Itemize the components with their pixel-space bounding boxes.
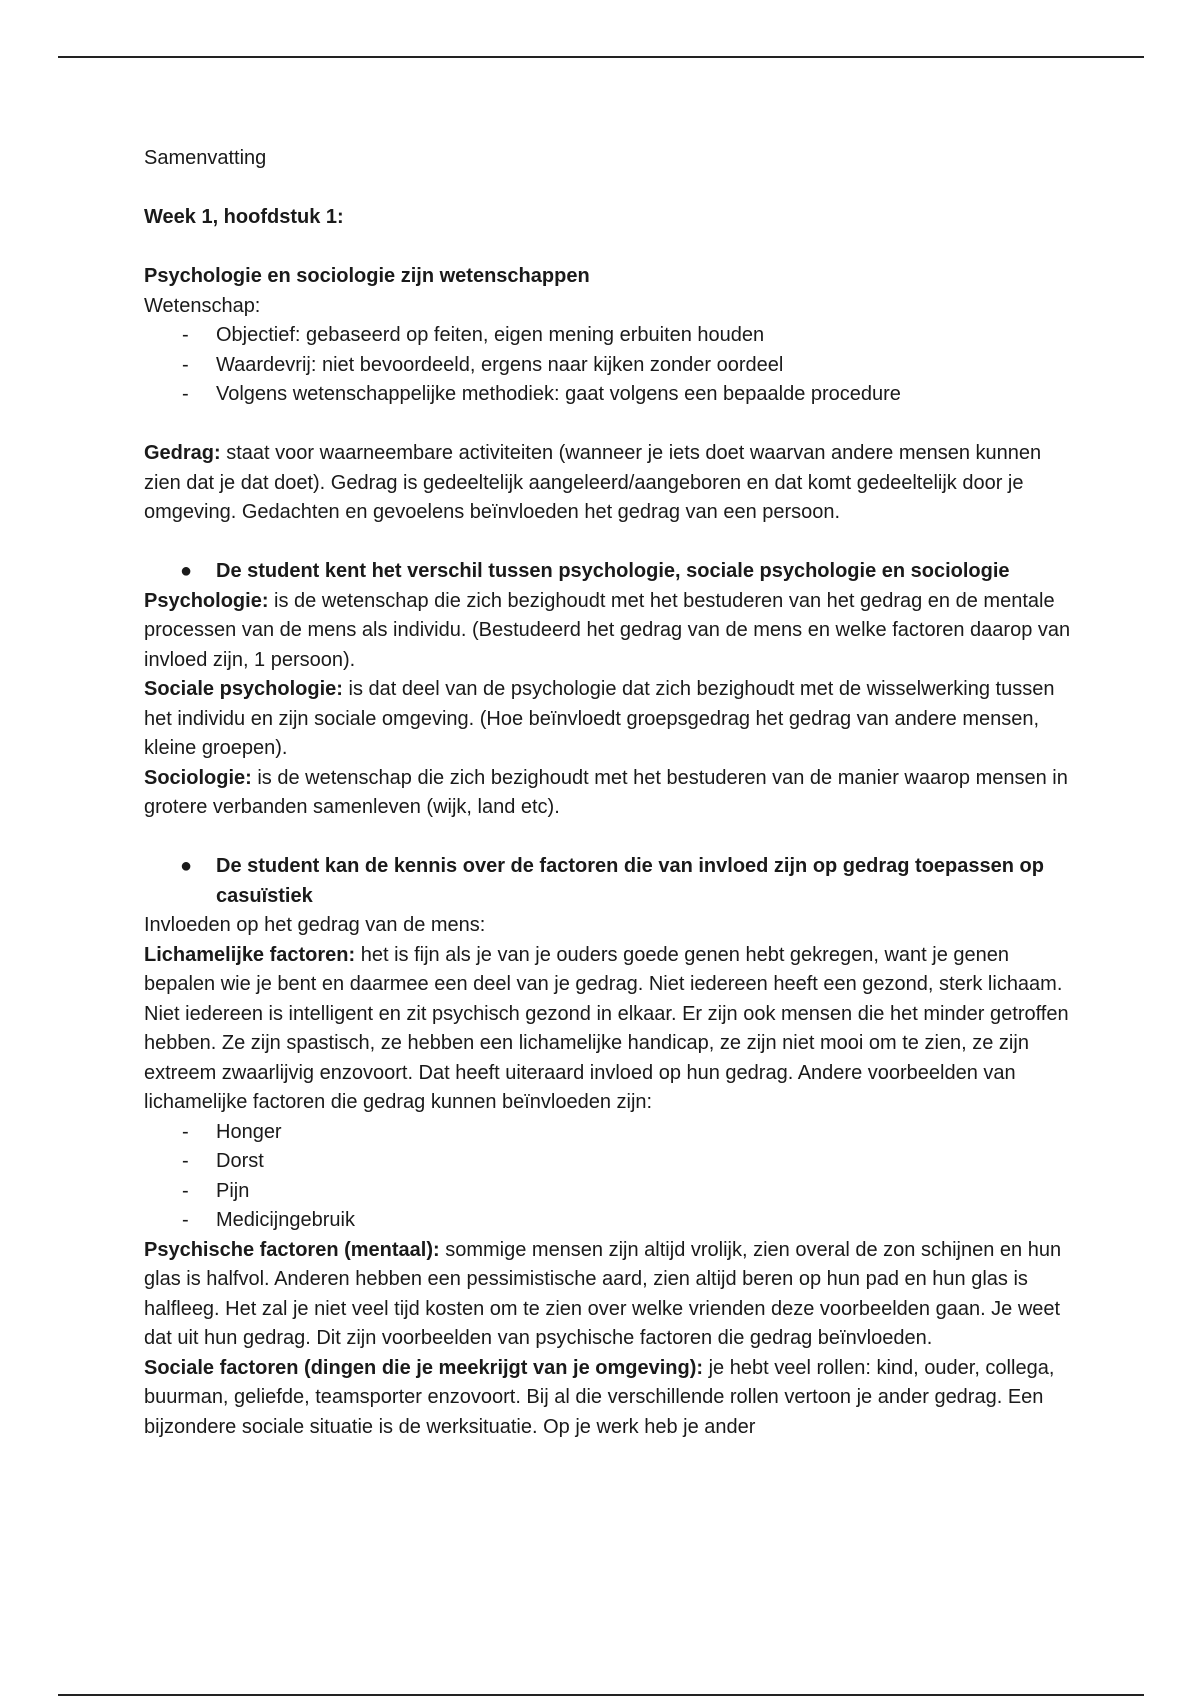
psychisch-paragraph: Psychische factoren (mentaal): sommige mensen zijn altijd vrolijk, zien overal de zon schijnen en hun glas is halfvol. Anderen hebben een pessimistische aard, zien altijd beren op hun pad en hun glas is halfleeg. Het zal je niet veel tijd kosten om te zien over welke vrienden deze voorbeelden gaan. Je weet dat uit hun gedrag. Dit zijn voorbeelden van psychische factoren die gedrag beïnvloeden. bbox=[144, 1238, 1062, 1349]
term: Sociale factoren (dingen die je meekrijgt van je omgeving): bbox=[144, 1356, 704, 1379]
lichamelijk-paragraph: Lichamelijke factoren: het is fijn als je van je ouders goede genen hebt gekregen, want je genen bepalen wie je bent en daarmee een deel van je gedrag. Niet iedereen heeft een gezond, sterk lichaam. Niet iedereen is intelligent en zit psychisch gezond in elkaar. Er zijn ook mensen die het minder getroffen hebben. Ze zijn spastisch, ze hebben een lichamelijke handicap, ze zijn niet mooi om te zien, ze zijn extreem zwaarlijvig enzovoort. Dat heeft uiteraard invloed op hun gedrag. Andere voorbeelden van lichamelijke factoren die gedrag kunnen beïnvloeden zijn: bbox=[144, 943, 1069, 1113]
section-heading: Psychologie en sociologie zijn wetenschappen bbox=[144, 265, 590, 287]
list-item: - Honger bbox=[144, 1118, 1074, 1148]
list-item: - Waardevrij: niet bevoordeeld, ergens naar kijken zonder oordeel bbox=[144, 351, 1074, 381]
footer-rule bbox=[58, 1694, 1144, 1696]
dash-marker: - bbox=[182, 324, 189, 346]
term: Psychologie: bbox=[144, 589, 269, 612]
bullet-marker: ● bbox=[180, 560, 193, 582]
list-item: - Pijn bbox=[144, 1177, 1074, 1207]
sociologie-paragraph: Sociologie: is de wetenschap die zich bezighoudt met het bestuderen van de manier waarop mensen in grotere verbanden samenleven (wijk, land etc). bbox=[144, 766, 1068, 818]
dash-marker: - bbox=[182, 1209, 189, 1231]
lichamelijk-list bbox=[144, 1118, 1074, 1236]
dash-marker: - bbox=[182, 1120, 189, 1143]
header-rule bbox=[58, 56, 1144, 58]
term: Gedrag: bbox=[144, 442, 221, 464]
wetenschap-label: Wetenschap: bbox=[144, 294, 261, 317]
dash-marker: - bbox=[182, 1150, 189, 1172]
dash-marker: - bbox=[182, 383, 189, 405]
dash-marker: - bbox=[182, 1179, 189, 1202]
term: Sociale psychologie: bbox=[144, 678, 343, 700]
sociale-psychologie-paragraph: Sociale psychologie: is dat deel van de psychologie dat zich bezighoudt met de wisselwerking tussen het individu en zijn sociale omgeving. (Hoe beïnvloedt groepsgedrag het gedrag van andere mensen, kleine groepen). bbox=[144, 678, 1055, 759]
learning-goal-list bbox=[144, 557, 1074, 587]
learning-goal-list bbox=[144, 852, 1074, 911]
list-item: - Volgens wetenschappelijke methodiek: gaat volgens een bepaalde procedure bbox=[144, 380, 1074, 410]
list-item: - Dorst bbox=[144, 1147, 1074, 1177]
sociaal-paragraph: Sociale factoren (dingen die je meekrijgt van je omgeving): je hebt veel rollen: kind, ouder, collega, buurman, geliefde, teamsporter enzovoort. Bij al die verschillende rollen vertoon je ander gedrag. Een bijzondere sociale situatie is de werksituatie. Op je werk heb je ander bbox=[144, 1356, 1055, 1438]
gedrag-paragraph: Gedrag: staat voor waarneembare activiteiten (wanneer je iets doet waarvan andere mensen kunnen zien dat je dat doet). Gedrag is gedeeltelijk aangeleerd/aangeboren en dat komt gedeeltelijk door je omgeving. Gedachten en gevoelens beïnvloeden het gedrag van een persoon. bbox=[144, 442, 1042, 523]
wetenschap-list bbox=[144, 321, 1074, 410]
term: Lichamelijke factoren: bbox=[144, 943, 356, 966]
psychologie-paragraph: Psychologie: is de wetenschap die zich bezighoudt met het bestuderen van het gedrag en de mentale processen van de mens als individu. (Bestudeerd het gedrag van de mens en welke factoren daarop van invloed zijn, 1 persoon). bbox=[144, 589, 1071, 671]
term: Sociologie: bbox=[144, 766, 252, 789]
week-heading: Week 1, hoofdstuk 1: bbox=[144, 206, 344, 228]
learning-goal: ● De student kan de kennis over de factoren die van invloed zijn op gedrag toepassen op casuïstiek bbox=[144, 852, 1074, 911]
list-item: - Objectief: gebaseerd op feiten, eigen mening erbuiten houden bbox=[144, 321, 1074, 351]
list-item: - Medicijngebruik bbox=[144, 1206, 1074, 1236]
invloeden-label: Invloeden op het gedrag van de mens: bbox=[144, 914, 486, 936]
dash-marker: - bbox=[182, 353, 189, 376]
term: Psychische factoren (mentaal): bbox=[144, 1238, 440, 1261]
bullet-marker: ● bbox=[180, 855, 193, 877]
document-body bbox=[144, 144, 1074, 1442]
document-title: Samenvatting bbox=[144, 147, 267, 169]
learning-goal: ● De student kent het verschil tussen psychologie, sociale psychologie en sociologie bbox=[144, 557, 1074, 587]
